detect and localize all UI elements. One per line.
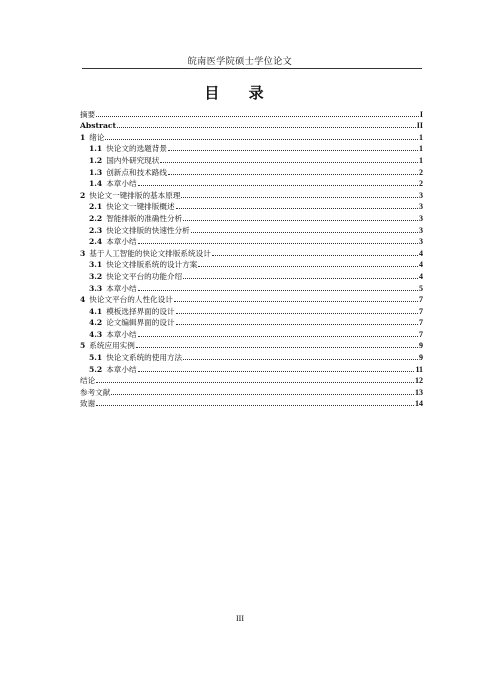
toc-entry-page: 5 [419, 283, 423, 293]
toc-entry-label: 快论文平台的人性化设计 [89, 295, 173, 305]
toc-entry[interactable] [80, 224, 423, 236]
dot-leader [168, 174, 418, 175]
page-number: III [236, 614, 244, 623]
toc-entry[interactable] [80, 247, 423, 259]
dot-leader [181, 197, 418, 198]
toc-entry-label: 快论文系统的使用方法 [106, 353, 183, 363]
toc-entry-page: 3 [419, 202, 423, 212]
toc-entry-label: 快论文一键排版概述 [106, 202, 175, 212]
toc-entry[interactable] [80, 363, 423, 375]
dot-leader [176, 208, 418, 209]
toc-entry[interactable] [80, 178, 423, 190]
toc-entry-number: 4.2 [89, 318, 103, 328]
dot-leader [138, 290, 418, 291]
dot-leader [198, 266, 418, 267]
toc-entry-label: 模板选择界面的设计 [106, 306, 175, 316]
toc-entry[interactable] [80, 212, 423, 224]
toc-entry-label: 本章小结 [106, 283, 137, 293]
toc-entry-number: 2.4 [89, 237, 103, 247]
toc-entry-number: 3.2 [89, 271, 103, 281]
toc-entry[interactable] [80, 166, 423, 178]
toc-entry-page: 3 [419, 237, 423, 247]
toc-entry-page: 4 [419, 248, 423, 258]
toc-entry-label: 绪论 [89, 132, 105, 142]
toc-entry[interactable] [80, 120, 423, 132]
toc-entry[interactable] [80, 398, 423, 410]
toc-entry[interactable] [80, 131, 423, 143]
toc-title: 目 录 [204, 84, 276, 102]
toc-entry-page: 1 [419, 155, 423, 165]
toc-entry-page: 3 [419, 190, 423, 200]
toc-entry-number: 4.1 [89, 306, 103, 316]
toc-entry-number: 3.3 [89, 283, 103, 293]
toc-entry[interactable] [80, 143, 423, 155]
toc-entry-label: 本章小结 [106, 237, 137, 247]
toc-entry-number: 1.4 [89, 179, 103, 189]
toc-entry-label: 本章小结 [106, 179, 137, 189]
toc-entry-label: 结论 [80, 376, 96, 386]
toc-entry[interactable] [80, 386, 423, 398]
toc-entry-label: 本章小结 [106, 364, 137, 374]
toc-entry-page: 7 [419, 318, 423, 328]
toc-entry-number: 3.1 [89, 260, 103, 270]
toc-entry[interactable] [80, 317, 423, 329]
toc-entry-label: 快论文排版的快速性分析 [106, 225, 190, 235]
toc-entry-label: 论文编辑界面的设计 [106, 318, 175, 328]
toc-entry-number: 2.2 [89, 213, 103, 223]
toc-entry-page: 2 [419, 167, 423, 177]
toc-entry-page: II [416, 121, 423, 131]
toc-entry-label: 本章小结 [106, 329, 137, 339]
toc-entry-page: 13 [415, 387, 423, 397]
toc-entry[interactable] [80, 201, 423, 213]
toc-entry-label: 快论文排版系统的设计方案 [106, 260, 198, 270]
toc-entry-number: 2.1 [89, 202, 103, 212]
toc-entry-page: 4 [419, 260, 423, 270]
toc-entry-number: 2.3 [89, 225, 103, 235]
toc-entry-page: 7 [419, 329, 423, 339]
toc-entry-label: 参考文献 [80, 387, 111, 397]
toc-entry[interactable] [80, 108, 423, 120]
toc-entry[interactable] [80, 270, 423, 282]
dot-leader [176, 324, 418, 325]
dot-leader [212, 255, 418, 256]
toc-entry[interactable] [80, 154, 423, 166]
toc-entry-page: 7 [419, 295, 423, 305]
dot-leader [138, 371, 415, 372]
dot-leader [176, 313, 418, 314]
dot-leader [183, 220, 418, 221]
toc-entry-label: 快论文的选题背景 [106, 144, 167, 154]
dot-leader [117, 127, 416, 128]
dot-leader [138, 336, 418, 337]
toc-entry-label: 快论文平台的功能介绍 [106, 271, 183, 281]
toc-entry-page: 1 [419, 132, 423, 142]
toc-entry[interactable] [80, 236, 423, 248]
toc-entry-page: 9 [419, 341, 423, 351]
toc-entry-page: 3 [419, 213, 423, 223]
toc-entry-number: 1 [80, 132, 86, 142]
toc-entry-number: 5 [80, 341, 86, 351]
header-rule [82, 68, 422, 69]
toc-entry-page: 14 [415, 399, 423, 409]
toc-entry-page: 9 [419, 353, 423, 363]
dot-leader [96, 405, 414, 406]
toc-entry-page: 2 [419, 179, 423, 189]
toc-entry-page: 4 [419, 271, 423, 281]
dot-leader [168, 150, 418, 151]
toc-entry[interactable] [80, 340, 423, 352]
toc-entry[interactable] [80, 328, 423, 340]
toc-entry-number: 1.3 [89, 167, 103, 177]
toc-entry-label: 国内外研究现状 [106, 155, 160, 165]
toc-entry-page: 1 [419, 144, 423, 154]
toc-entry-number: 5.1 [89, 353, 103, 363]
toc-entry[interactable] [80, 351, 423, 363]
dot-leader [183, 359, 418, 360]
toc-entry[interactable] [80, 375, 423, 387]
toc-entry[interactable] [80, 189, 423, 201]
toc-entry-page: 11 [415, 364, 423, 374]
dot-leader [136, 347, 418, 348]
dot-leader [138, 243, 418, 244]
running-header: 皖南医学院硕士学位论文 [187, 57, 293, 67]
toc-entry-page: 3 [419, 225, 423, 235]
toc-entry-number: 1.2 [89, 155, 103, 165]
toc-entry-label: 快论文一键排版的基本原理 [89, 190, 181, 200]
toc-entry[interactable] [80, 294, 423, 306]
dot-leader [105, 139, 418, 140]
toc-entry-number: 5.2 [89, 364, 103, 374]
toc-entry-label: 系统应用实例 [89, 341, 135, 351]
toc-entry-label: Abstract [80, 121, 117, 131]
toc-entry-page: I [419, 109, 423, 119]
toc-entry-label: 基于人工智能的快论文排版系统设计 [89, 248, 211, 258]
dot-leader [183, 278, 418, 279]
toc-entry-page: 7 [419, 306, 423, 316]
toc-entry-label: 摘要 [80, 109, 96, 119]
toc-entry-number: 4 [80, 295, 86, 305]
dot-leader [174, 301, 418, 302]
toc-entry-page: 12 [415, 376, 423, 386]
dot-leader [96, 116, 419, 117]
toc-entry-label: 致谢 [80, 399, 96, 409]
toc-entry-number: 3 [80, 248, 86, 258]
toc-entry[interactable] [80, 305, 423, 317]
toc-entry[interactable] [80, 259, 423, 271]
toc-entry-number: 1.1 [89, 144, 103, 154]
table-of-contents [80, 108, 423, 409]
toc-entry-number: 2 [80, 190, 86, 200]
toc-entry[interactable] [80, 282, 423, 294]
toc-entry-label: 创新点和技术路线 [106, 167, 167, 177]
toc-entry-number: 4.3 [89, 329, 103, 339]
dot-leader [138, 185, 418, 186]
dot-leader [191, 232, 418, 233]
toc-entry-label: 智能排版的准确性分析 [106, 213, 183, 223]
dot-leader [96, 382, 414, 383]
dot-leader [160, 162, 418, 163]
dot-leader [111, 394, 414, 395]
